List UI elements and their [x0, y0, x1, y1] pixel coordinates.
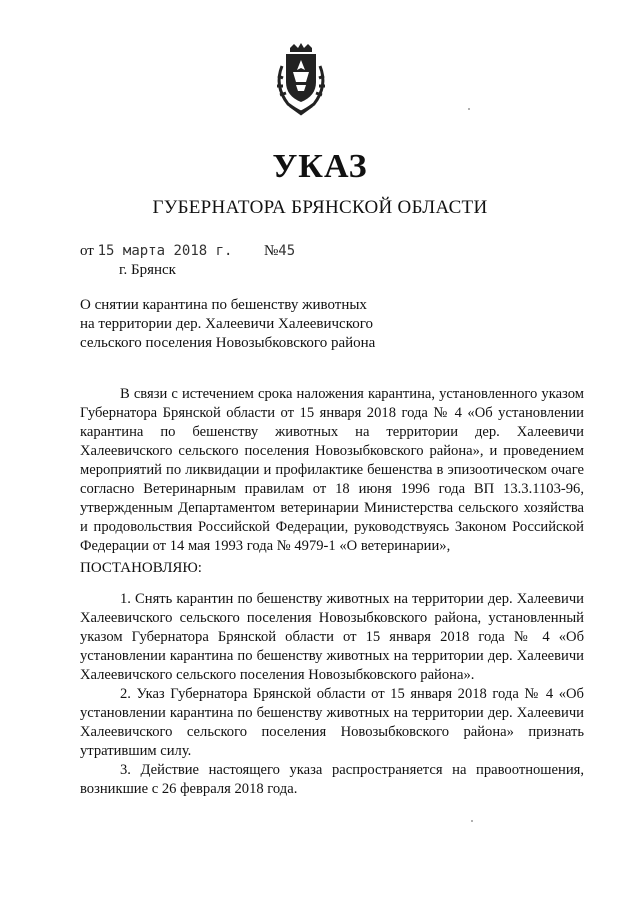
subject-block [80, 296, 420, 353]
bryansk-oblast-coat-of-arms-icon [268, 42, 334, 118]
subject-line: на территории дер. Халеевичи Халеевичского [80, 316, 374, 332]
scan-speck [468, 108, 470, 110]
date-prefix: от [80, 243, 94, 259]
decree-number: 45 [278, 243, 296, 259]
scan-speck [471, 820, 473, 822]
decree-items [80, 590, 584, 799]
document-subtitle: ГУБЕРНАТОРА БРЯНСКОЙ ОБЛАСТИ [152, 197, 488, 218]
subject-line: О снятии карантина по бешенству животных [80, 297, 367, 313]
decree-word: ПОСТАНОВЛЯЮ: [80, 560, 202, 576]
document-title: УКАЗ [272, 148, 368, 185]
subject-line: сельского поселения Новозыбковского района [80, 335, 376, 351]
decree-item: 1. Снять карантин по бешенству животных на территории дер. Халеевичи Халеевичского сельского поселения Новозыбковского района, установленный указом Губернатора Брянской области от 15 января 2018 года № 4 «Об установлении карантина по бешенству животных на территории дер. Халеевичи Халеевичского сельского поселения Новозыбковского района». [80, 591, 584, 683]
date-line [80, 243, 295, 260]
number-prefix: № [263, 243, 279, 259]
decree-date: 15 марта 2018 г. [97, 243, 233, 259]
preamble-text: В связи с истечением срока наложения карантина, установленного указом Губернатора Брянской области от 15 января 2018 года № 4 «Об установлении карантина по бешенству животных на территории дер. Халеевичи Халеевичского сельского поселения Новозыбковского района», и проведением мероприятий по ликвидации и профилактике бешенства в эпизоотическом очаге согласно Ветеринарным правилам от 18 июня 1996 года ВП 13.3.1103-96, утвержденным Департаментом ветеринарии Министерства сельского хозяйства и продовольствия Российской Федерации, руководствуясь Законом Российской Федерации от 14 мая 1993 года № 4979-1 «О ветеринарии», [80, 386, 584, 554]
preamble [80, 385, 584, 556]
city: г. Брянск [119, 262, 176, 278]
decree-item: 3. Действие настоящего указа распространяется на правоотношения, возникшие с 26 февраля 2018 года. [80, 762, 584, 797]
decree-item: 2. Указ Губернатора Брянской области от 15 января 2018 года № 4 «Об установлении карантина по бешенству животных на территории дер. Халеевичи Халеевичского сельского поселения Новозыбковского района» признать утратившим силу. [80, 686, 584, 759]
